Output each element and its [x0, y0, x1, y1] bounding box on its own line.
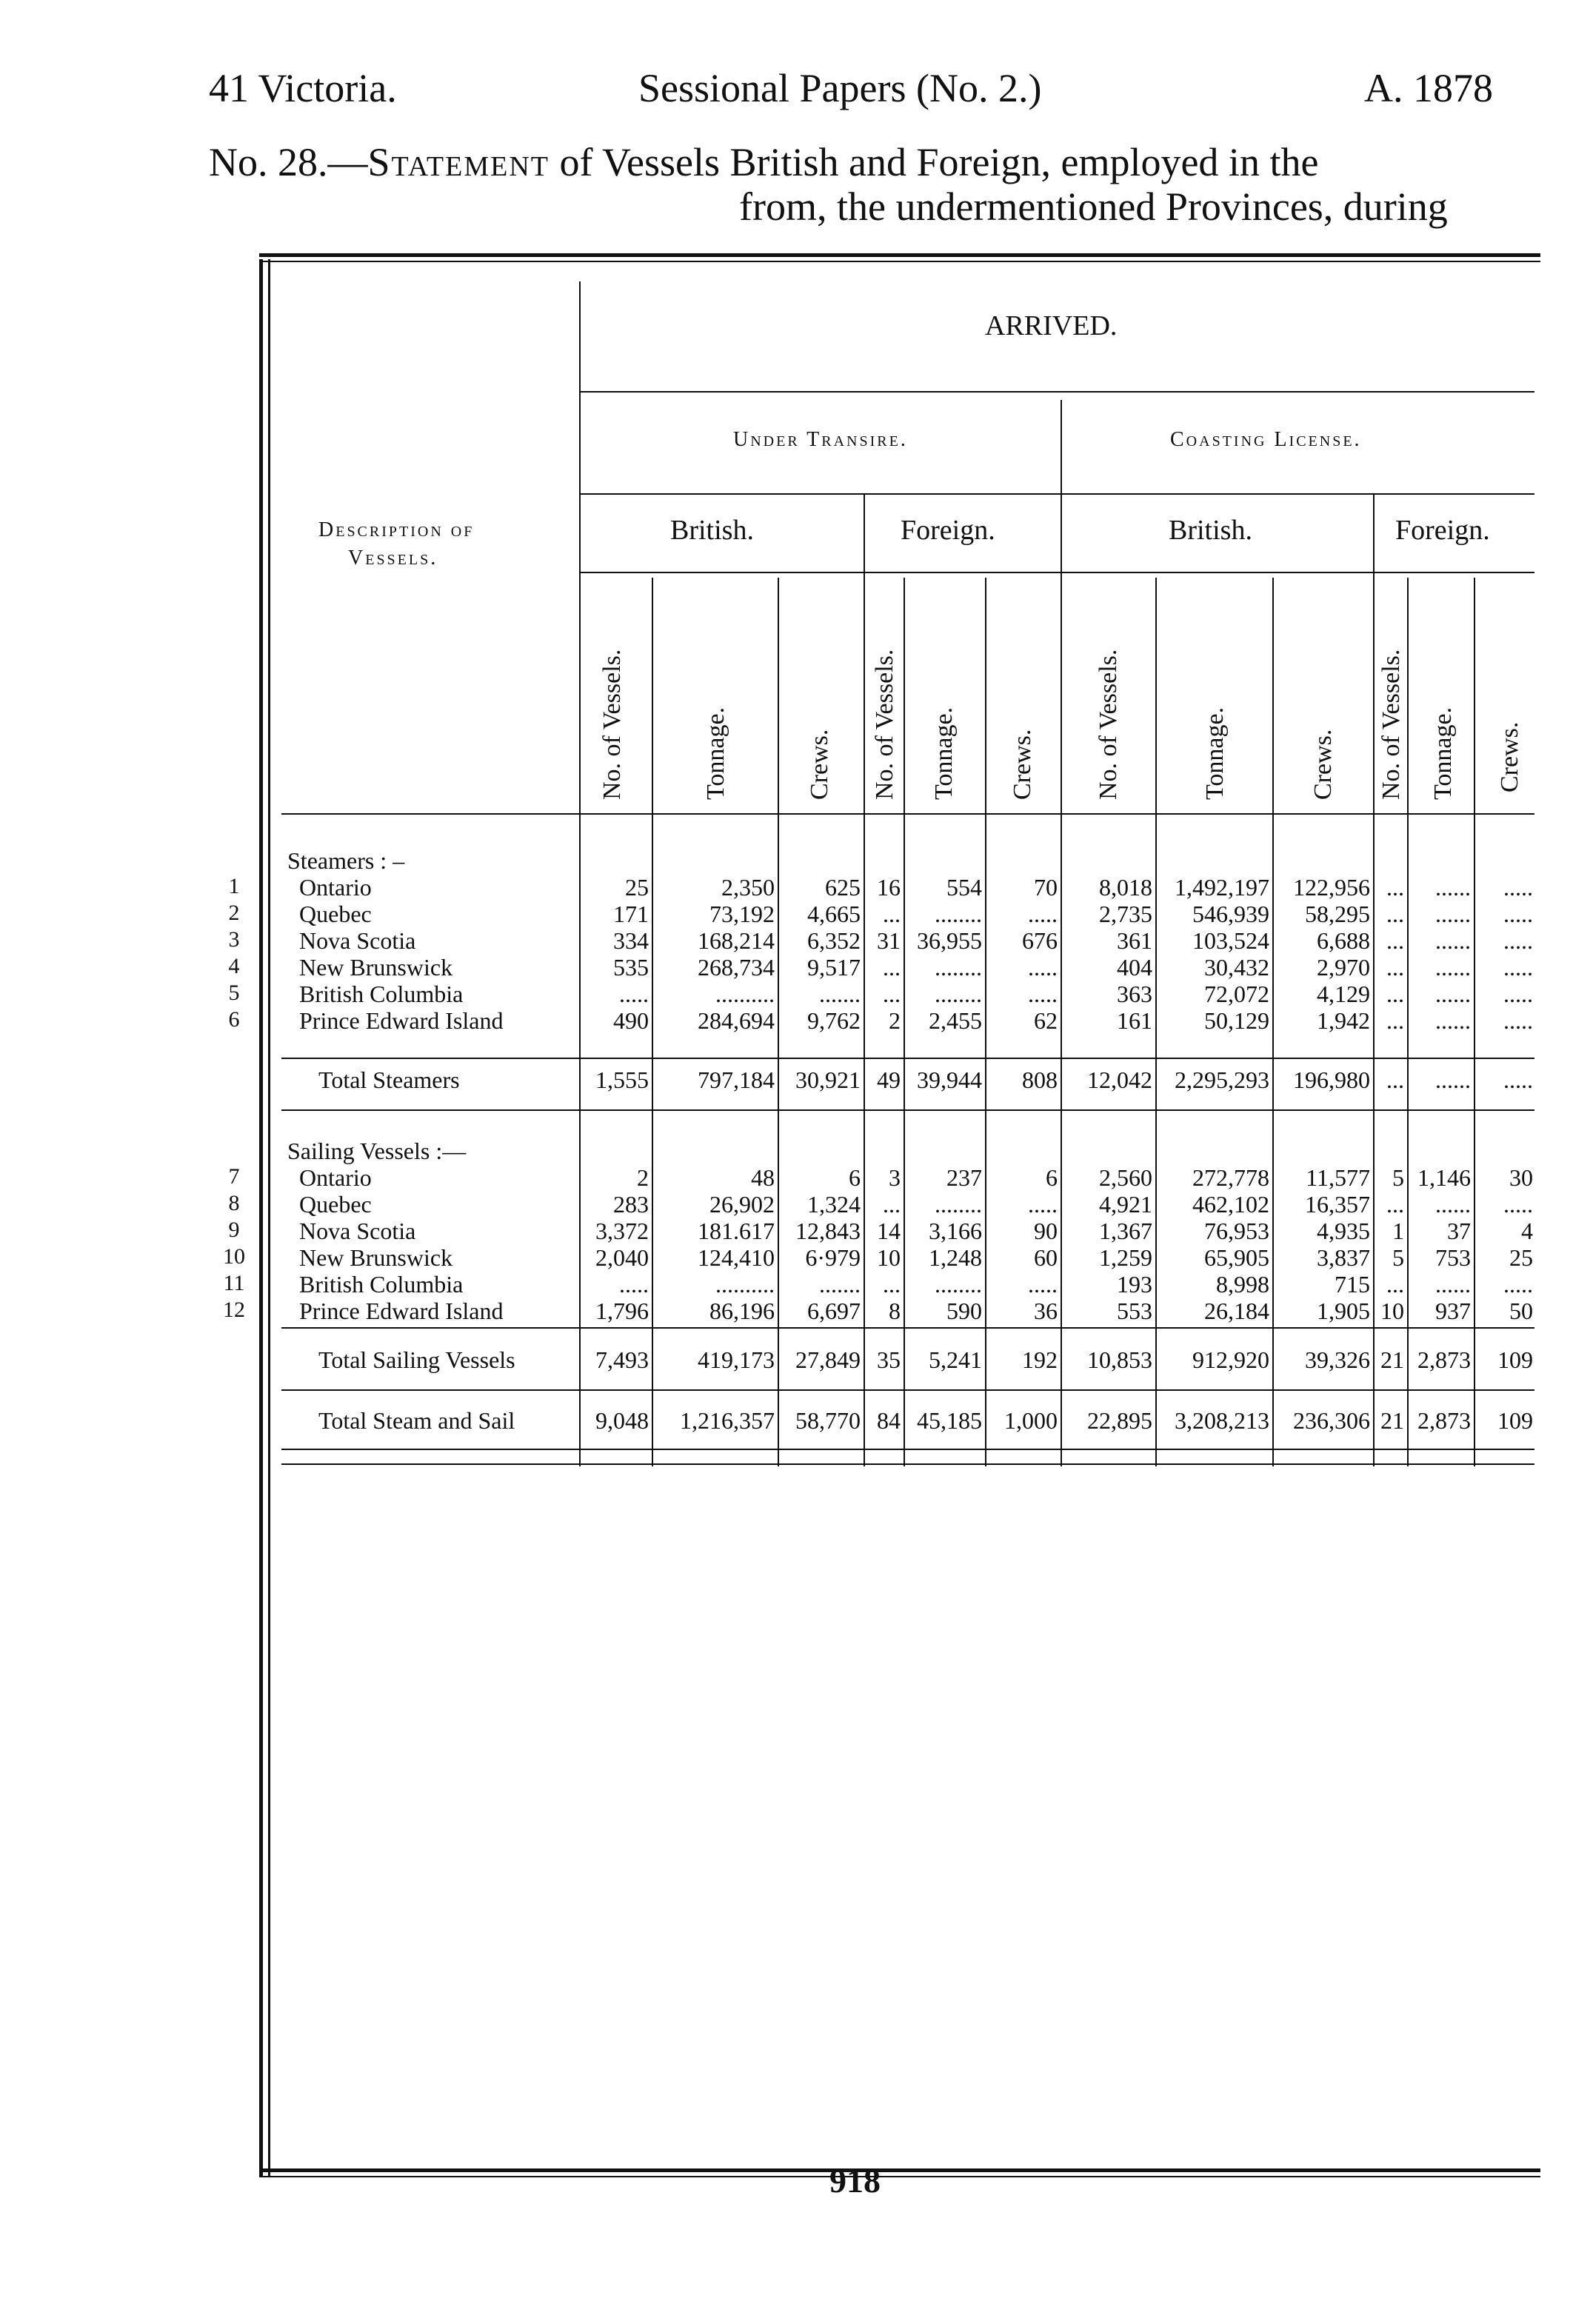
table-cell: 30,432	[1204, 954, 1269, 981]
table-cell: 1,248	[929, 1244, 982, 1271]
table-cell: 2,350	[721, 874, 775, 901]
table-cell: ......	[1435, 1066, 1471, 1093]
table-cell: 237	[946, 1164, 982, 1191]
table-cell: 419,173	[698, 1346, 775, 1373]
table-cell: ...	[1386, 981, 1404, 1007]
table-cell: 36	[1034, 1298, 1058, 1324]
table-cell: 1,367	[1099, 1218, 1152, 1244]
table-cell: 3,837	[1317, 1244, 1370, 1271]
table-cell: 10,853	[1087, 1346, 1152, 1373]
table-cell: 21	[1380, 1407, 1404, 1434]
table-cell: .....	[1503, 981, 1533, 1007]
col-tonnage-4: Tonnage.	[1429, 707, 1457, 800]
table-cell: .....	[1503, 954, 1533, 981]
table-cell: 122,956	[1293, 874, 1370, 901]
table-cell: 10	[877, 1244, 901, 1271]
table-cell: .....	[1503, 1007, 1533, 1034]
table-cell: 5,241	[929, 1346, 982, 1373]
col-crews-2: Crews.	[1009, 729, 1036, 800]
table-cell: 1,259	[1099, 1244, 1152, 1271]
table-cell: ...	[1386, 1191, 1404, 1218]
row-number: 10	[223, 1244, 245, 1269]
table-cell: 625	[825, 874, 861, 901]
table-cell: 27,849	[795, 1346, 861, 1373]
table-cell: 808	[1022, 1066, 1058, 1093]
row-number: 3	[228, 927, 240, 952]
table-cell: 284,694	[698, 1007, 775, 1034]
table-cell: 9,762	[807, 1007, 861, 1034]
table-cell: 58,770	[795, 1407, 861, 1434]
header-session: 41 Victoria.	[209, 66, 397, 110]
table-cell: 3,166	[929, 1218, 982, 1244]
table-cell: 9,048	[595, 1407, 649, 1434]
row-number: 5	[228, 981, 240, 1005]
table-cell: 22,895	[1087, 1407, 1152, 1434]
table-cell: 12,843	[795, 1218, 861, 1244]
table-cell: 1,492,197	[1175, 874, 1269, 901]
table-cell: 272,778	[1192, 1164, 1269, 1191]
table-cell: 236,306	[1293, 1407, 1370, 1434]
table-cell: 192	[1022, 1346, 1058, 1373]
table-cell: 10	[1380, 1298, 1404, 1324]
col-crews-4: Crews.	[1496, 721, 1523, 792]
table-cell: 39,944	[917, 1066, 982, 1093]
table-cell: 4	[1521, 1218, 1533, 1244]
table-cell: 590	[946, 1298, 982, 1324]
table-cell: 39,326	[1305, 1346, 1370, 1373]
table-cell: 16,357	[1305, 1191, 1370, 1218]
table-cell: 84	[877, 1407, 901, 1434]
row-label: Quebec	[299, 1191, 372, 1218]
table-cell: ...	[883, 954, 901, 981]
under-transire-british: British.	[670, 515, 754, 546]
table-cell: 715	[1335, 1271, 1370, 1298]
table-cell: ......	[1435, 901, 1471, 927]
table-cell: 196,980	[1293, 1066, 1370, 1093]
table-cell: 1,796	[595, 1298, 649, 1324]
row-label: Nova Scotia	[299, 927, 416, 954]
row-label: Prince Edward Island	[299, 1007, 504, 1034]
arrived-heading: ARRIVED.	[985, 310, 1118, 341]
table-cell: 181.617	[698, 1218, 775, 1244]
table-cell: ...	[1386, 901, 1404, 927]
table-cell: ......	[1435, 1191, 1471, 1218]
table-cell: 30	[1509, 1164, 1533, 1191]
table-cell: 8	[889, 1298, 901, 1324]
table-cell: 1,000	[1004, 1407, 1058, 1434]
table-cell: ...	[1386, 1066, 1404, 1093]
table-cell: 4,935	[1317, 1218, 1370, 1244]
table-cell: 36,955	[917, 927, 982, 954]
table-cell: 37	[1447, 1218, 1471, 1244]
table-cell: 1,555	[595, 1066, 649, 1093]
table-cell: 11,577	[1306, 1164, 1370, 1191]
table-cell: 676	[1022, 927, 1058, 954]
row-label: New Brunswick	[299, 1244, 453, 1271]
coasting-foreign: Foreign.	[1395, 515, 1490, 546]
row-label: Quebec	[299, 901, 372, 927]
coasting-license-heading: Coasting License.	[1170, 428, 1362, 451]
table-cell: 7,493	[595, 1346, 649, 1373]
table-cell: 109	[1497, 1407, 1533, 1434]
table-cell: 90	[1034, 1218, 1058, 1244]
table-cell: 25	[625, 874, 649, 901]
table-cell: .....	[1028, 901, 1058, 927]
page-number: 918	[829, 2162, 881, 2200]
table-cell: 462,102	[1192, 1191, 1269, 1218]
table-cell: 72,072	[1204, 981, 1269, 1007]
row-label: Ontario	[299, 1164, 372, 1191]
table-cell: ...	[883, 901, 901, 927]
table-cell: 2,873	[1417, 1407, 1471, 1434]
coasting-british: British.	[1169, 515, 1252, 546]
table-cell: ...	[1386, 954, 1404, 981]
table-cell: 31	[877, 927, 901, 954]
header-sessional-papers: Sessional Papers (No. 2.)	[638, 66, 1042, 110]
table-cell: 6	[1046, 1164, 1058, 1191]
table-cell: 109	[1497, 1346, 1533, 1373]
table-cell: 50,129	[1204, 1007, 1269, 1034]
table-cell: 3,372	[595, 1218, 649, 1244]
table-cell: 6·979	[805, 1244, 861, 1271]
col-vessels-3: No. of Vessels.	[1095, 649, 1122, 800]
table-cell: 334	[613, 927, 649, 954]
col-vessels-2: No. of Vessels.	[871, 649, 898, 800]
table-cell: 86,196	[709, 1298, 775, 1324]
table-cell: ........	[935, 1191, 982, 1218]
table-cell: 535	[613, 954, 649, 981]
row-label: British Columbia	[299, 1271, 464, 1298]
table-cell: ..........	[715, 1271, 775, 1298]
table-cell: 2,735	[1099, 901, 1152, 927]
table-title-line1	[209, 139, 1318, 185]
table-cell: 14	[877, 1218, 901, 1244]
row-number: 12	[223, 1298, 245, 1322]
row-label: New Brunswick	[299, 954, 453, 981]
table-cell: ...	[883, 1191, 901, 1218]
table-cell: 546,939	[1192, 901, 1269, 927]
table-cell: 9,517	[807, 954, 861, 981]
table-cell: .....	[1028, 1271, 1058, 1298]
description-heading-2: Vessels.	[348, 547, 438, 570]
table-cell: 363	[1117, 981, 1152, 1007]
table-cell: 171	[613, 901, 649, 927]
table-cell: 21	[1380, 1346, 1404, 1373]
table-cell: ...	[1386, 1271, 1404, 1298]
table-cell: 103,524	[1192, 927, 1269, 954]
table-cell: ......	[1435, 981, 1471, 1007]
table-cell: 168,214	[698, 927, 775, 954]
table-cell: 50	[1509, 1298, 1533, 1324]
table-cell: ...	[883, 981, 901, 1007]
table-cell: 3,208,213	[1175, 1407, 1269, 1434]
table-cell: 283	[613, 1191, 649, 1218]
table-cell: 404	[1117, 954, 1152, 981]
table-cell: ..........	[715, 981, 775, 1007]
table-cell: 6,697	[807, 1298, 861, 1324]
table-cell: .....	[1503, 874, 1533, 901]
row-label: Total Sailing Vessels	[318, 1346, 515, 1373]
table-cell: ...	[883, 1271, 901, 1298]
table-cell: 124,410	[698, 1244, 775, 1271]
table-cell: 361	[1117, 927, 1152, 954]
table-cell: 5	[1392, 1164, 1404, 1191]
table-cell: ...	[1386, 874, 1404, 901]
table-cell: 1,942	[1317, 1007, 1370, 1034]
table-cell: ......	[1435, 1007, 1471, 1034]
statement-word: Statement	[367, 140, 550, 184]
table-cell: 65,905	[1204, 1244, 1269, 1271]
table-cell: 2,873	[1417, 1346, 1471, 1373]
table-cell: .....	[1028, 981, 1058, 1007]
table-cell: 1	[1392, 1218, 1404, 1244]
table-cell: .......	[819, 981, 861, 1007]
table-cell: 58,295	[1305, 901, 1370, 927]
table-cell: .....	[1503, 1271, 1533, 1298]
table-cell: ........	[935, 954, 982, 981]
steamers-heading: Steamers : –	[287, 847, 405, 874]
col-tonnage-1: Tonnage.	[702, 707, 729, 800]
table-cell: 48	[751, 1164, 775, 1191]
table-cell: 2,970	[1317, 954, 1370, 981]
row-number: 11	[223, 1271, 245, 1295]
table-cell: 8,018	[1099, 874, 1152, 901]
table-cell: .......	[819, 1271, 861, 1298]
table-cell: ......	[1435, 954, 1471, 981]
row-number: 8	[228, 1191, 240, 1215]
table-cell: 1,324	[807, 1191, 861, 1218]
table-cell: 6,688	[1317, 927, 1370, 954]
col-crews-1: Crews.	[806, 729, 833, 800]
table-cell: 3	[889, 1164, 901, 1191]
table-cell: 30,921	[795, 1066, 861, 1093]
table-cell: 6	[849, 1164, 861, 1191]
table-cell: ........	[935, 901, 982, 927]
table-cell: 35	[877, 1346, 901, 1373]
table-cell: 912,920	[1192, 1346, 1269, 1373]
row-number: 6	[228, 1007, 240, 1032]
row-number: 2	[228, 901, 240, 925]
table-cell: .....	[1503, 1191, 1533, 1218]
table-cell: 193	[1117, 1271, 1152, 1298]
col-tonnage-2: Tonnage.	[930, 707, 958, 800]
table-cell: 490	[613, 1007, 649, 1034]
table-cell: 6,352	[807, 927, 861, 954]
table-title-line2: from, the undermentioned Provinces, during	[739, 184, 1448, 229]
table-cell: .....	[1503, 901, 1533, 927]
row-number: 4	[228, 954, 240, 978]
row-number: 7	[228, 1164, 240, 1189]
table-cell: 8,998	[1216, 1271, 1269, 1298]
table-cell: ...	[1386, 927, 1404, 954]
table-cell: .....	[1503, 927, 1533, 954]
row-label: Ontario	[299, 874, 372, 901]
table-cell: 45,185	[917, 1407, 982, 1434]
table-cell: ......	[1435, 1271, 1471, 1298]
table-cell: 2	[889, 1007, 901, 1034]
table-cell: 76,953	[1204, 1218, 1269, 1244]
table-cell: 4,129	[1317, 981, 1370, 1007]
table-cell: 1,216,357	[680, 1407, 775, 1434]
table-cell: 4,921	[1099, 1191, 1152, 1218]
header-year: A. 1878	[1364, 66, 1493, 110]
table-cell: 49	[877, 1066, 901, 1093]
table-cell: 12,042	[1087, 1066, 1152, 1093]
table-cell: 73,192	[709, 901, 775, 927]
row-label: British Columbia	[299, 981, 464, 1007]
table-cell: 2,040	[595, 1244, 649, 1271]
table-cell: 753	[1435, 1244, 1471, 1271]
table-cell: 1,905	[1317, 1298, 1370, 1324]
table-cell: 554	[946, 874, 982, 901]
table-cell: .....	[1028, 1191, 1058, 1218]
description-heading-1: Description of	[318, 518, 475, 541]
table-cell: 553	[1117, 1298, 1152, 1324]
table-cell: 2,560	[1099, 1164, 1152, 1191]
sailing-heading: Sailing Vessels :—	[287, 1138, 467, 1164]
under-transire-heading: Under Transire.	[733, 428, 908, 451]
col-tonnage-3: Tonnage.	[1201, 707, 1229, 800]
table-cell: 4,665	[807, 901, 861, 927]
table-cell: 60	[1034, 1244, 1058, 1271]
table-cell: ........	[935, 981, 982, 1007]
col-crews-3: Crews.	[1309, 729, 1337, 800]
table-cell: .....	[1028, 954, 1058, 981]
table-cell: 161	[1117, 1007, 1152, 1034]
table-cell: 62	[1034, 1007, 1058, 1034]
table-cell: ........	[935, 1271, 982, 1298]
table-cell: .....	[619, 1271, 649, 1298]
table-cell: .....	[619, 981, 649, 1007]
title-rest: of Vessels British and Foreign, employed in the	[559, 140, 1319, 184]
table-cell: 5	[1392, 1244, 1404, 1271]
row-label: Prince Edward Island	[299, 1298, 504, 1324]
row-number: 9	[228, 1218, 240, 1242]
row-label: Total Steam and Sail	[318, 1407, 515, 1434]
table-cell: 268,734	[698, 954, 775, 981]
table-cell: 2,295,293	[1175, 1066, 1269, 1093]
row-number: 1	[228, 874, 240, 898]
table-cell: 25	[1509, 1244, 1533, 1271]
table-cell: 797,184	[698, 1066, 775, 1093]
col-vessels-1: No. of Vessels.	[598, 649, 626, 800]
table-cell: 26,902	[709, 1191, 775, 1218]
table-cell: 2	[637, 1164, 649, 1191]
table-cell: ......	[1435, 874, 1471, 901]
table-cell: 1,146	[1417, 1164, 1471, 1191]
table-cell: ......	[1435, 927, 1471, 954]
table-cell: 16	[877, 874, 901, 901]
table-cell: .....	[1503, 1066, 1533, 1093]
under-transire-foreign: Foreign.	[901, 515, 995, 546]
table-cell: 26,184	[1204, 1298, 1269, 1324]
table-cell: 2,455	[929, 1007, 982, 1034]
table-cell: 70	[1034, 874, 1058, 901]
table-cell: 937	[1435, 1298, 1471, 1324]
table-cell: ...	[1386, 1007, 1404, 1034]
row-label: Nova Scotia	[299, 1218, 416, 1244]
row-label: Total Steamers	[318, 1066, 460, 1093]
col-vessels-4: No. of Vessels.	[1377, 649, 1405, 800]
table-number: No. 28.—	[209, 140, 368, 184]
